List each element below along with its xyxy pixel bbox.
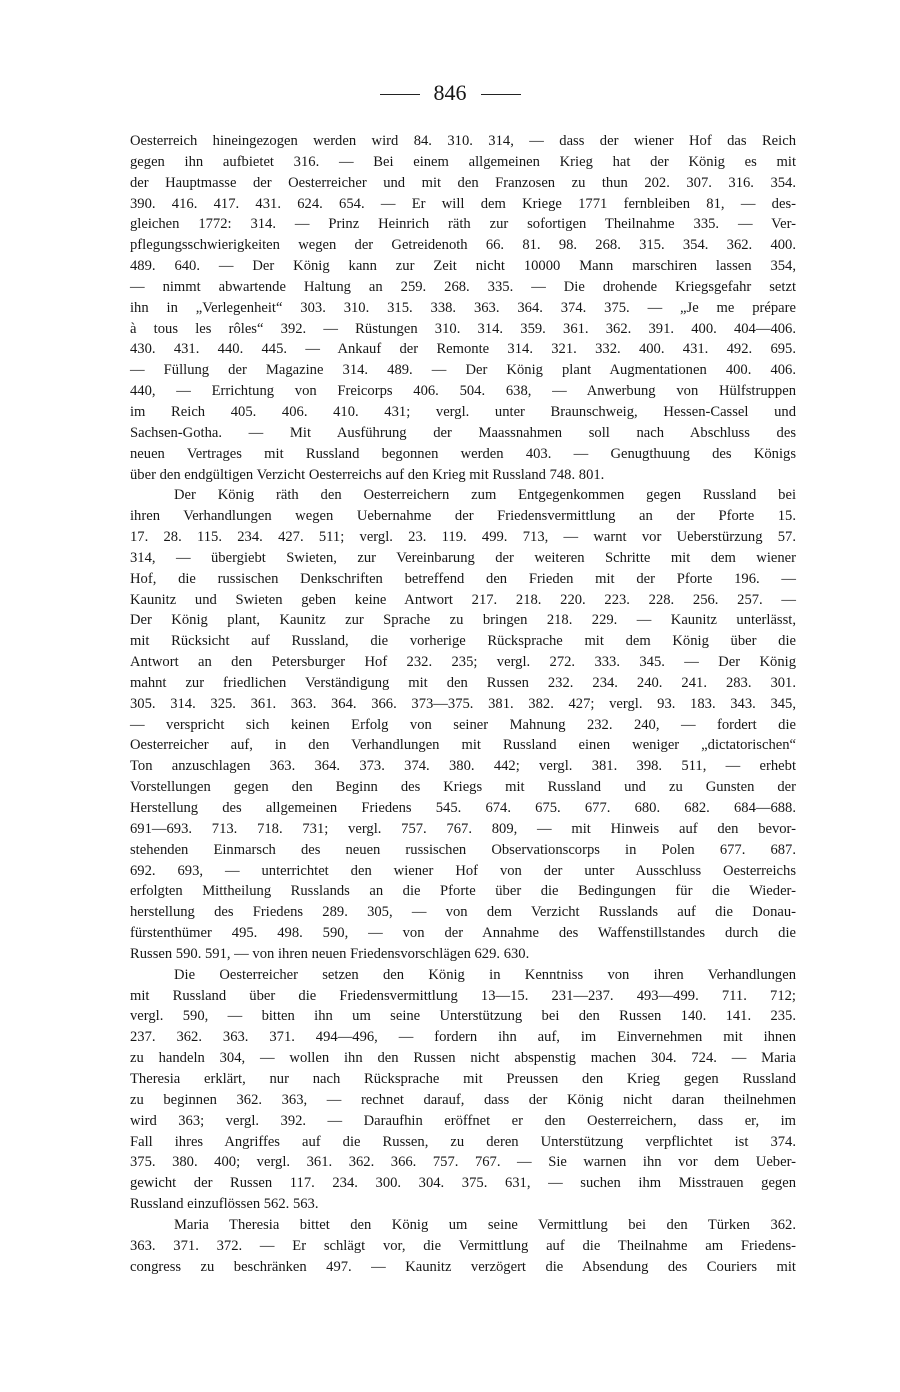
text-line: 440, — Errichtung von Freicorps 406. 504. 638, — Anwerbung von Hülfstruppen [130,383,796,400]
page-number: 846 [433,80,467,105]
text-line: neuen Vertrages mit Russland begonnen werden 403. — Genugthuung des Königs [130,445,796,462]
text-line: mahnt zur friedlichen Verständigung mit den Russen 232. 234. 240. 241. 283. 301. [130,674,796,691]
text-line: Hof, die russischen Denkschriften betreffend den Frieden mit der Pforte 196. — [130,570,796,587]
text-line: 390. 416. 417. 431. 624. 654. — Er will dem Kriege 1771 fernbleiben 81, — des- [130,195,796,212]
text-line: zu handeln 304, — wollen ihn den Russen nicht abspenstig machen 304. 724. — Maria [130,1050,796,1067]
text-line: 375. 380. 400; vergl. 361. 362. 366. 757. 767. — Sie warnen ihn vor dem Ueber- [130,1154,796,1171]
text-line: Sachsen-Gotha. — Mit Ausführung der Maassnahmen soll nach Abschluss des [130,424,796,441]
text-line: fürstenthümer 495. 498. 590, — von der Annahme des Waffenstillstandes durch die [130,925,796,942]
text-line: — nimmt abwartende Haltung an 259. 268. 335. — Die drohende Kriegsgefahr setzt [130,278,796,295]
text-line: im Reich 405. 406. 410. 431; vergl. unter Braunschweig, Hessen-Cassel und [130,403,796,420]
text-line: Antwort an den Petersburger Hof 232. 235; vergl. 272. 333. 345. — Der König [130,654,796,671]
text-line: ihren Verhandlungen wegen Uebernahme der Friedensvermittlung an der Pforte 15. [130,508,796,525]
text-line: Der König plant, Kaunitz zur Sprache zu bringen 218. 229. — Kaunitz unterlässt, [130,612,796,629]
text-line: Fall ihres Angriffes auf die Russen, zu deren Unterstützung verpflichtet ist 374. [130,1133,796,1150]
text-line: Russen 590. 591, — von ihren neuen Friedensvorschlägen 629. 630. [130,945,530,962]
text-line: congress zu beschränken 497. — Kaunitz verzögert die Absendung des Couriers mit [130,1258,796,1275]
text-line: 489. 640. — Der König kann zur Zeit nicht 10000 Mann marschiren lassen 354, [130,258,796,275]
text-line: à tous les rôles“ 392. — Rüstungen 310. 314. 359. 361. 362. 391. 400. 404—406. [130,320,796,337]
text-line: Ton anzuschlagen 363. 364. 373. 374. 380. 442; vergl. 381. 398. 511, — erhebt [130,758,796,775]
text-line: Kaunitz und Swieten geben keine Antwort 217. 218. 220. 223. 228. 256. 257. — [130,591,796,608]
header-dash-left [380,94,420,95]
text-line: — verspricht sich keinen Erfolg von seiner Mahnung 232. 240, — fordert die [130,716,796,733]
text-line: 17. 28. 115. 234. 427. 511; vergl. 23. 119. 499. 713, — warnt vor Ueberstürzung 57. [130,529,796,546]
text-line: 314, — übergiebt Swieten, zur Vereinbarung der weiteren Schritte mit dem wiener [130,549,796,566]
text-line: ihn in „Verlegenheit“ 303. 310. 315. 338. 363. 364. 374. 375. — „Je me prépare [130,299,796,316]
text-line: vergl. 590, — bitten ihn um seine Unterstützung bei den Russen 140. 141. 235. [130,1008,796,1025]
text-line: Die Oesterreicher setzen den König in Kenntniss von ihren Verhandlungen [174,966,796,983]
text-line: zu beginnen 362. 363, — rechnet darauf, dass der König nicht daran theilnehmen [130,1091,796,1108]
text-line: 691—693. 713. 718. 731; vergl. 757. 767. 809, — mit Hinweis auf den bevor- [130,820,796,837]
text-line: gleichen 1772: 314. — Prinz Heinrich räth zur sofortigen Theilnahme 335. — Ver- [130,216,796,233]
text-line: der Hauptmasse der Oesterreicher und mit den Franzosen zu thun 202. 307. 316. 354. [130,174,796,191]
text-line: pflegungsschwierigkeiten wegen der Getreidenoth 66. 81. 98. 268. 315. 354. 362. 400. [130,237,796,254]
text-line: Russland einzuflössen 562. 563. [130,1196,319,1213]
text-line: — Füllung der Magazine 314. 489. — Der König plant Augmentationen 400. 406. [130,362,796,379]
text-line: Vorstellungen gegen den Beginn des Kriegs mit Russland und zu Gunsten der [130,779,796,796]
text-line: 305. 314. 325. 361. 363. 364. 366. 373—375. 381. 382. 427; vergl. 93. 183. 343. 345, [130,695,796,712]
text-line: stehenden Einmarsch des neuen russischen Observationscorps in Polen 677. 687. [130,841,796,858]
text-line: gewicht der Russen 117. 234. 300. 304. 375. 631, — suchen ihm Misstrauen gegen [130,1175,796,1192]
text-line: 363. 371. 372. — Er schlägt vor, die Vermittlung auf die Theilnahme am Friedens- [130,1237,796,1254]
text-line: wird 363; vergl. 392. — Daraufhin eröffnet er den Oesterreichern, dass er, im [130,1112,796,1129]
text-line: Oesterreicher auf, in den Verhandlungen mit Russland einen weniger „dictatorischen“ [130,737,796,754]
header-dash-right [481,94,521,95]
index-text-body [130,131,796,1277]
text-line: gegen ihn aufbietet 316. — Bei einem allgemeinen Krieg hat der König es mit [130,153,796,170]
text-line: 430. 431. 440. 445. — Ankauf der Remonte 314. 321. 332. 400. 431. 492. 695. [130,341,796,358]
text-line: Theresia erklärt, nur nach Rücksprache mit Preussen den Krieg gegen Russland [130,1070,796,1087]
text-line: Oesterreich hineingezogen werden wird 84. 310. 314, — dass der wiener Hof das Reich [130,133,796,149]
page-header [0,80,900,106]
text-line: Maria Theresia bittet den König um seine Vermittlung bei den Türken 362. [174,1216,796,1233]
text-line: über den endgültigen Verzicht Oesterreichs auf den Krieg mit Russland 748. 801. [130,466,605,483]
text-line: Der König räth den Oesterreichern zum Entgegenkommen gegen Russland bei [174,487,796,504]
text-line: 692. 693, — unterrichtet den wiener Hof von der unter Ausschluss Oesterreichs [130,862,796,879]
text-line: erfolgten Mittheilung Russlands an die Pforte über die Bedingungen für die Wieder- [130,883,796,900]
text-line: mit Russland über die Friedensvermittlung 13—15. 231—237. 493—499. 711. 712; [130,987,796,1004]
text-line: 237. 362. 363. 371. 494—496, — fordern ihn auf, im Einvernehmen mit ihnen [130,1029,796,1046]
text-line: mit Rücksicht auf Russland, die vorherige Rücksprache mit dem König über die [130,633,796,650]
text-line: Herstellung des allgemeinen Friedens 545. 674. 675. 677. 680. 682. 684—688. [130,800,796,816]
text-line: herstellung des Friedens 289. 305, — von dem Verzicht Russlands auf die Donau- [130,904,796,921]
